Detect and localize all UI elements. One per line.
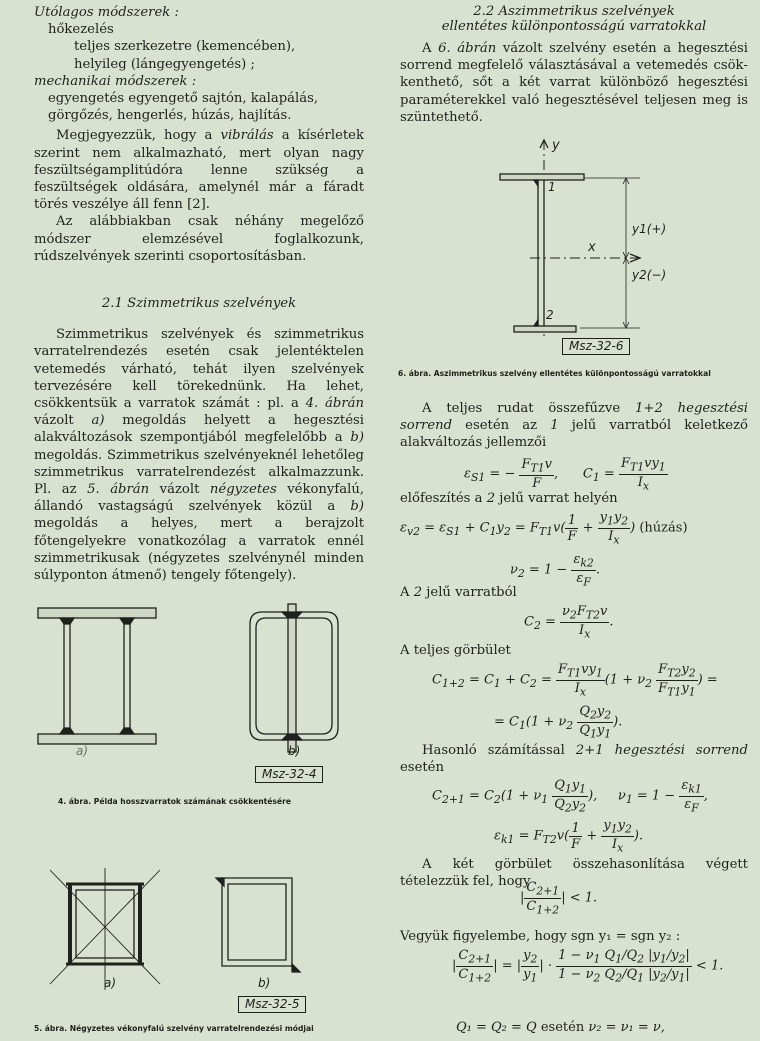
- equation-nu2: $\nu_2 = 1$ − $\frac{\varepsilon_{k2}}{\varepsilon_F}$ .: [510, 552, 600, 589]
- right-paragraph-1: A 6. ábrán vázolt szelvény esetén a hegesztési sorrend megfelelő választásával a vetemedés csökkenthető, sőt a két varrat különböző hegesztési paraméterekkel való hegesztésével teljesen meg is szüntethető.: [400, 41, 748, 125]
- figure-5-caption: 5. ábra. Négyzetes vékonyfalú szelvény varratelrendezési módjai: [34, 1024, 314, 1033]
- figure-6-y1-label: y1(+): [632, 222, 667, 236]
- text-elofeszites: előfeszítés a 2 jelű varrat helyén: [400, 491, 618, 506]
- method-label-utolagos: Utólagos módszerek :: [34, 5, 179, 20]
- equation-c2plus1: $C_{2+1} = C_2(1 + \nu_1$ $\frac{Q_1y_1}{Q_2y_2}$ ), $\nu_1 = 1$ − $\frac{\varepsilon_{k1}}{\varepsilon_F}$ ,: [432, 778, 708, 815]
- figure-5-stamp: Msz-32-5: [238, 996, 306, 1013]
- figure-6-y-axis-label: y: [552, 138, 560, 153]
- equation-eps-k1: $\varepsilon_{k1} = F_{T2}v$( $\frac{1}{F}$ + $\frac{y_1y_2}{I_x}$ ).: [494, 818, 644, 855]
- equation-eps-s1: $\varepsilon_{S1}$ = − $\frac{F_{T1}v}{F}$ , $C_1$ = $\frac{F_{T1}vy_1}{I_x}$: [464, 456, 666, 493]
- figure-6-weld-2: 2: [546, 308, 554, 322]
- figure-4-label-b: b): [288, 744, 301, 758]
- method-item: helyileg (lángegyengetés) ;: [74, 56, 255, 72]
- method-item: teljes szerkezetre (kemencében),: [74, 39, 296, 55]
- method-item: egyengetés egyengető sajtón, kalapálás,: [48, 91, 319, 107]
- method-item: görgőzés, hengerlés, húzás, hajlítás.: [48, 108, 292, 124]
- equation-eps-v2: $\varepsilon_{v2} = \varepsilon_{S1} + C_1y_2 = F_{T1}v$( $\frac{1}{F}$ + $\frac{y_1y_2}{I_x}$ ) (húzás): [400, 510, 688, 547]
- figure-4-drawing: [30, 604, 370, 754]
- figure-6-stamp: Msz-32-6: [562, 338, 630, 355]
- figure-5-label-a: a): [104, 976, 117, 990]
- figure-6-caption: 6. ábra. Aszimmetrikus szelvény ellentétes különpontosságú varratokkal: [398, 369, 711, 378]
- right-paragraph-3: Hasonló számítással 2+1 hegesztési sorrend esetén: [400, 743, 748, 776]
- equation-c2: $C_2$ = $\frac{\nu_2F_{T2}v}{I_x}$ .: [524, 604, 614, 641]
- section-title-aszimmetrikus: 2.2 Aszimmetrikus szelvények ellentétes különpontosságú varratokkal: [441, 4, 707, 34]
- method-label-mechanikai: mechanikai módszerek :: [34, 73, 197, 89]
- figure-4-stamp: Msz-32-4: [255, 766, 323, 783]
- figure-4-caption: 4. ábra. Példa hosszvarratok számának csökkentésére: [58, 797, 291, 806]
- right-paragraph-5: Vegyük figyelembe, hogy sgn y₁ = sgn y₂ :: [400, 929, 681, 944]
- right-paragraph-4: A két görbület összehasonlítása végett tételezzük fel, hogy: [400, 857, 748, 890]
- figure-6-weld-1: 1: [548, 180, 556, 194]
- method-item: hőkezelés: [48, 22, 114, 38]
- equation-ratio-condition: | $\frac{C_{2+1}}{C_{1+2}}$ | < 1.: [520, 880, 598, 917]
- text-teljes-gorbulet: A teljes görbület: [400, 643, 511, 658]
- equation-c1plus2-a: $C_{1+2} = C_1 + C_2$ = $\frac{F_{T1}vy_1}{I_x}$ ($1 + \nu_2$ $\frac{F_{T2}y_2}{F_{T1}y_1}$ ) =: [432, 662, 718, 699]
- paragraph-intro: Az alábbiakban csak néhány megelőző módszer elemzésével foglalkozunk, rúdszelvények szerinti csoportosításban.: [34, 214, 364, 264]
- figure-5-drawing: [30, 864, 370, 994]
- figure-6-x-axis-label: x: [588, 240, 596, 255]
- left-column: [34, 4, 364, 584]
- paragraph-szimmetrikus: Szimmetrikus szelvények és szimmetrikus varratelrendezés esetén csak jelentéktelen vetemedés várható, tehát ilyen szelvények tervezésére kell törekednünk. Ha lehet, csökkentsük a varratok számát : pl. a 4. ábrán vázolt a) megoldás helyett a hegesztési alakváltozások szempontjából megfelelőbb a b) megoldás. Szimmetrikus szelvényeknél lehetőleg szimmetrikus varratelrendezést alkalmazzunk. Pl. az 5. ábrán vázolt négyzetes vékonyfalú, állandó vastagságú szelvények közül a b) megoldás a helyes, mert a berajzolt főtengelyekre vonatkozólag a varratok ennél szimmetrikusak (négyzetes szelvénynél minden súlyponton átmenő) tengely főtengely).: [34, 327, 365, 584]
- right-paragraph-2: A teljes rudat összefűzve 1+2 hegesztési sorrend esetén az 1 jelű varratból keletkező alakváltozás jellemzői: [400, 401, 748, 451]
- figure-5-label-b: b): [258, 976, 271, 990]
- equation-q-equal: Q₁ = Q₂ = Q esetén ν₂ = ν₁ = ν,: [456, 1020, 665, 1035]
- section-title-szimmetrikus: 2.1 Szimmetrikus szelvények: [101, 296, 297, 312]
- text-a2: A 2 jelű varratból: [400, 585, 517, 600]
- equation-c1plus2-b: = $C_1(1 + \nu_2$ $\frac{Q_2y_2}{Q_1y_1}$ ).: [494, 704, 623, 741]
- figure-6-y2-label: y2(−): [632, 268, 667, 282]
- figure-6-drawing: [500, 140, 700, 350]
- equation-ratio-expanded: | $\frac{C_{2+1}}{C_{1+2}}$ | = | $\frac{y_2}{y_1}$ | · $\frac{1 - \nu_1 Q_1/Q_2 |y_1/y_2|}{1 - \nu_2 Q_2/Q_1 |y_2/y_1|}$ < 1.: [452, 948, 724, 985]
- figure-4-label-a: a): [76, 744, 89, 758]
- paragraph-vibralas: Megjegyezzük, hogy a vibrálás a kísérletek szerint nem alkalmazható, mert olyan nagy feszültségamplitúdóra lenne szükség a feszültségek oldására, amelynél már a fáradt törés veszélye áll fenn [2].: [34, 128, 364, 213]
